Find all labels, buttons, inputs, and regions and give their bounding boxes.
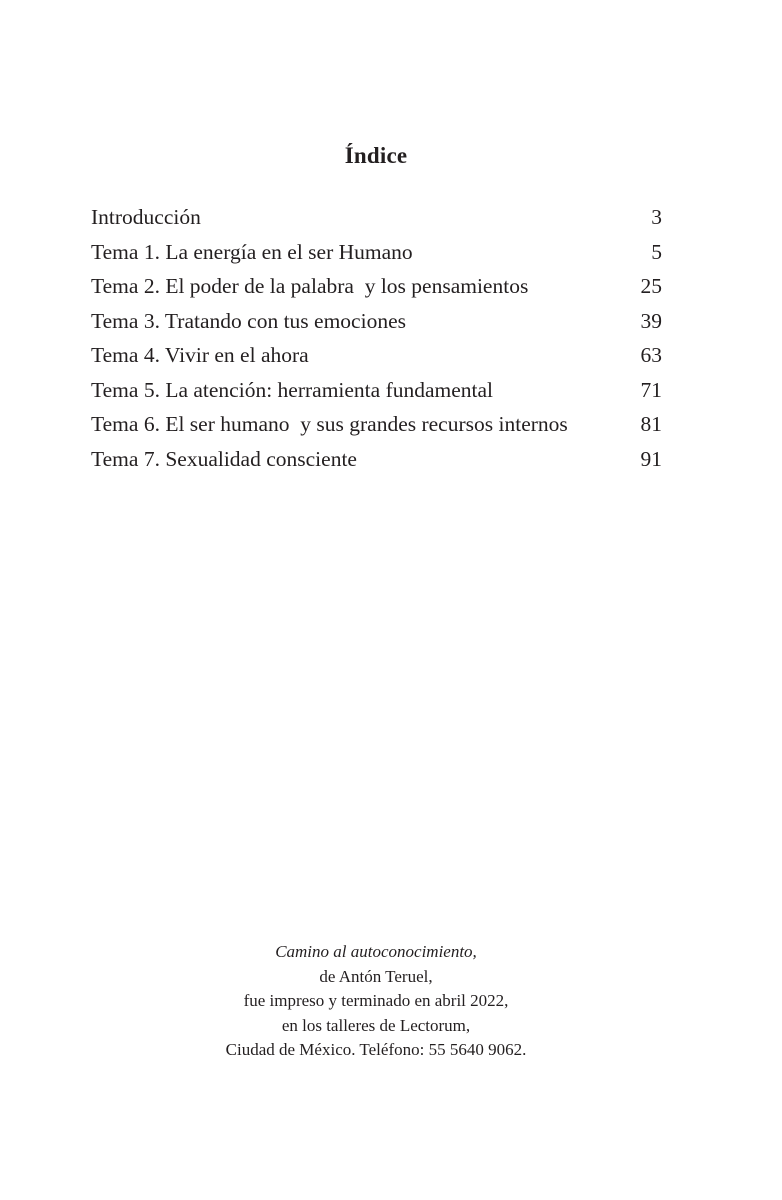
toc-entry-tema-7 [91, 442, 662, 477]
toc-entry-title: Tema 5. La atención: herramienta fundamental [91, 377, 494, 402]
colophon-author: de Antón Teruel, [319, 966, 433, 986]
toc-entry-tema-2 [91, 269, 662, 304]
toc-entry-page-number: 39 [640, 308, 662, 333]
toc-entry-title: Tema 2. El poder de la palabra y los pensamientos [91, 274, 529, 298]
colophon-workshop: en los talleres de Lectorum, [281, 1015, 471, 1035]
toc-entry-title: Tema 6. El ser humano y sus grandes recursos internos [91, 412, 568, 436]
toc-entry-page-number: 5 [651, 239, 662, 264]
colophon-city-phone: Ciudad de México. Teléfono: 55 5640 9062. [225, 1040, 527, 1059]
toc-entry-title: Tema 7. Sexualidad consciente [91, 446, 357, 471]
toc-entry-tema-5 [91, 373, 662, 408]
toc-entry-title: Tema 1. La energía en el ser Humano [91, 239, 413, 264]
colophon-book-title: Camino al autoconocimiento, [275, 942, 477, 961]
toc-entry-tema-3 [91, 304, 662, 339]
toc-entry-tema-1 [91, 235, 662, 270]
table-of-contents [91, 200, 662, 476]
toc-entry-title: Tema 4. Vivir en el ahora [91, 343, 309, 367]
toc-entry-page-number: 71 [640, 377, 662, 402]
toc-entry-tema-6 [91, 407, 662, 442]
colophon-printed-date: fue impreso y terminado en abril 2022, [243, 991, 509, 1010]
colophon [0, 940, 752, 1063]
toc-entry-page-number: 81 [640, 412, 662, 436]
toc-entry-page-number: 25 [640, 274, 662, 298]
toc-entry-page-number: 63 [640, 343, 662, 367]
toc-entry-tema-4 [91, 338, 662, 373]
toc-entry-title: Introducción [91, 205, 201, 229]
toc-entry-introduccion [91, 200, 662, 235]
toc-entry-page-number: 91 [640, 446, 662, 471]
toc-entry-page-number: 3 [651, 205, 662, 229]
page-title: Índice [344, 143, 408, 168]
toc-entry-title: Tema 3. Tratando con tus emociones [91, 308, 406, 333]
